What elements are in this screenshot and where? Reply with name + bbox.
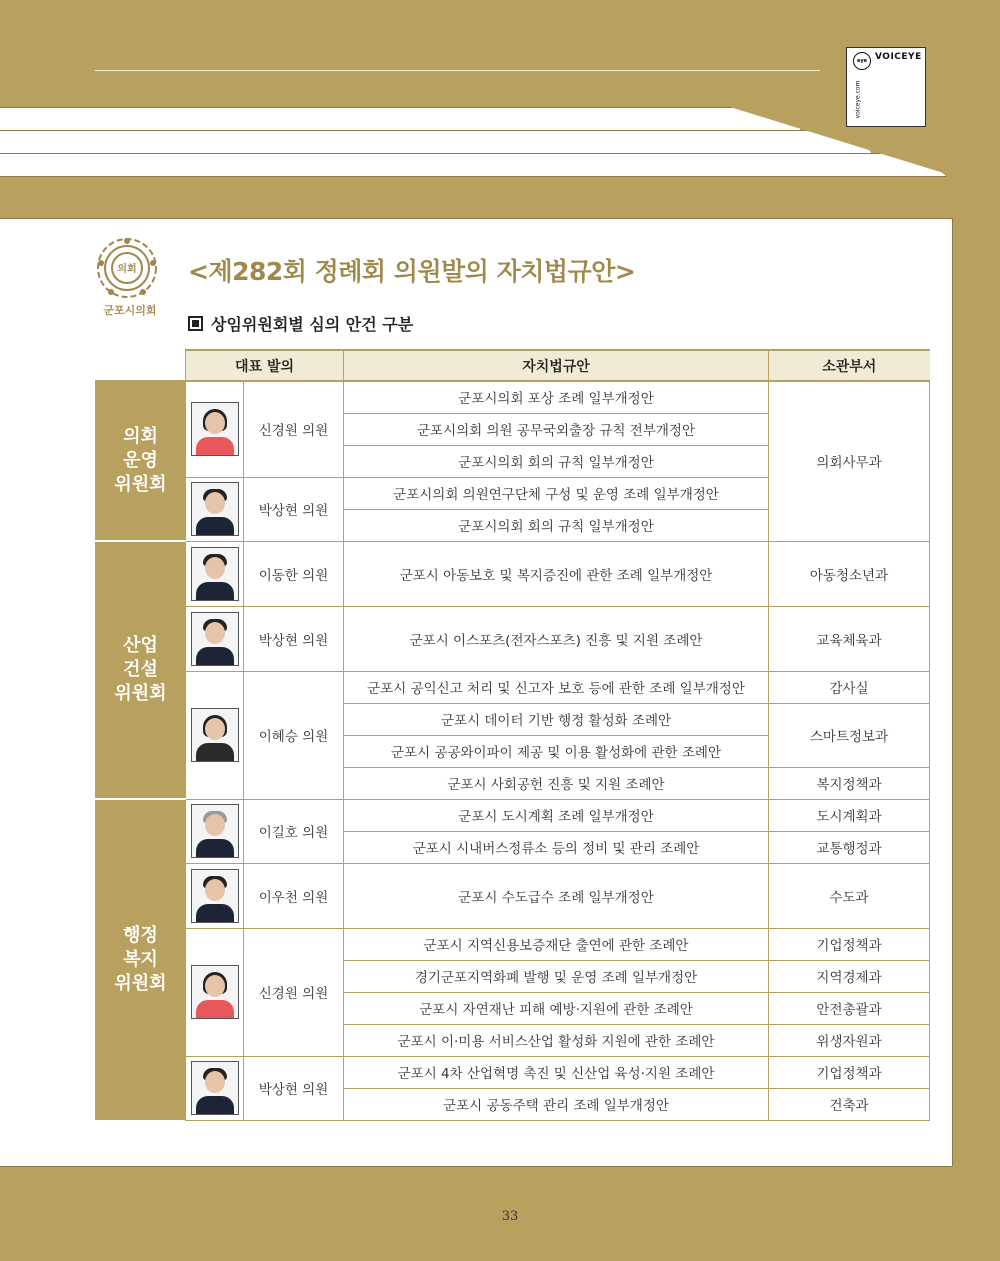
department-cell: 스마트정보과 [769,703,930,767]
bill-cell: 군포시의회 포상 조례 일부개정안 [344,381,769,413]
member-photo [186,799,244,863]
department-cell: 아동청소년과 [769,541,930,606]
member-name: 박상현 의원 [244,477,344,541]
voiceye-logo-icon: eye [853,52,871,70]
member-name: 이동한 의원 [244,541,344,606]
emblem-text: 의회 [117,264,137,275]
committee-cell: 산업 건설 위원회 [96,541,186,799]
member-photo [186,1056,244,1120]
bill-cell: 군포시의회 의원연구단체 구성 및 운영 조례 일부개정안 [344,477,769,509]
bill-cell: 군포시 아동보호 및 복지증진에 관한 조례 일부개정안 [344,541,769,606]
committee-cell: 행정 복지 위원회 [96,799,186,1120]
bill-cell: 군포시의회 의원 공무국외출장 규칙 전부개정안 [344,413,769,445]
member-photo [186,928,244,1056]
department-cell: 복지정책과 [769,767,930,799]
bill-cell: 군포시 수도급수 조례 일부개정안 [344,863,769,928]
department-cell: 감사실 [769,671,930,703]
avatar [191,708,239,762]
bill-cell: 군포시의회 회의 규칙 일부개정안 [344,509,769,541]
header-rule [95,70,820,71]
bill-cell: 군포시 도시계획 조례 일부개정안 [344,799,769,831]
bill-cell: 군포시 공공와이파이 제공 및 이용 활성화에 관한 조례안 [344,735,769,767]
section-subtitle [188,312,413,335]
department-cell: 지역경제과 [769,960,930,992]
page-edge-strip [953,218,1000,1165]
member-name: 이혜승 의원 [244,671,344,799]
department-cell: 기업정책과 [769,928,930,960]
member-photo [186,606,244,671]
square-bullet-icon [188,316,203,331]
committee-cell: 의회 운영 위원회 [96,381,186,541]
subtitle-text: 상임위원회별 심의 안건 구분 [211,315,414,334]
department-cell: 안전총괄과 [769,992,930,1024]
header-proposer: 대표 발의 [186,350,344,381]
avatar [191,1061,239,1115]
member-name: 박상현 의원 [244,1056,344,1120]
member-photo [186,671,244,799]
avatar [191,965,239,1019]
avatar [191,402,239,456]
bill-cell: 경기군포지역화폐 발행 및 운영 조례 일부개정안 [344,960,769,992]
voiceye-code[interactable] [846,47,926,127]
department-cell: 수도과 [769,863,930,928]
member-name: 박상현 의원 [244,606,344,671]
department-cell: 기업정책과 [769,1056,930,1088]
bill-cell: 군포시 공익신고 처리 및 신고자 보호 등에 관한 조례 일부개정안 [344,671,769,703]
page-number: 33 [501,1209,519,1224]
bill-cell: 군포시 이·미용 서비스산업 활성화 지원에 관한 조례안 [344,1024,769,1056]
department-cell: 위생자원과 [769,1024,930,1056]
member-name: 신경원 의원 [244,381,344,477]
bill-cell: 군포시 데이터 기반 행정 활성화 조례안 [344,703,769,735]
member-photo [186,477,244,541]
avatar [191,612,239,666]
council-name: 군포시의회 [103,304,157,317]
bill-cell: 군포시 시내버스정류소 등의 정비 및 관리 조례안 [344,831,769,863]
avatar [191,547,239,601]
avatar [191,869,239,923]
member-name: 신경원 의원 [244,928,344,1056]
voiceye-site: voiceye.com [854,80,862,119]
bill-cell: 군포시 공동주택 관리 조례 일부개정안 [344,1088,769,1120]
avatar [191,482,239,536]
bill-cell: 군포시 4차 산업혁명 촉진 및 신산업 육성·지원 조례안 [344,1056,769,1088]
member-name: 이길호 의원 [244,799,344,863]
council-emblem-icon [95,236,159,300]
member-name: 이우천 의원 [244,863,344,928]
department-cell: 의회사무과 [769,381,930,541]
department-cell: 건축과 [769,1088,930,1120]
voiceye-brand: VOICEYE [875,52,922,62]
bill-cell: 군포시 사회공헌 진흥 및 지원 조례안 [344,767,769,799]
bills-table [95,349,930,1121]
header-wedge [0,100,950,175]
member-photo [186,863,244,928]
department-cell: 교통행정과 [769,831,930,863]
member-photo [186,381,244,477]
header-blank [96,350,186,381]
department-cell: 도시계획과 [769,799,930,831]
member-photo [186,541,244,606]
bill-cell: 군포시 지역신용보증재단 출연에 관한 조례안 [344,928,769,960]
page-title: <제282회 정례회 의원발의 자치법규안> [188,257,636,286]
bill-cell: 군포시 이스포츠(전자스포츠) 진흥 및 지원 조례안 [344,606,769,671]
avatar [191,804,239,858]
bill-cell: 군포시 자연재난 피해 예방·지원에 관한 조례안 [344,992,769,1024]
header-bill: 자치법규안 [344,350,769,381]
department-cell: 교육체육과 [769,606,930,671]
bill-cell: 군포시의회 회의 규칙 일부개정안 [344,445,769,477]
header-department: 소관부서 [769,350,930,381]
